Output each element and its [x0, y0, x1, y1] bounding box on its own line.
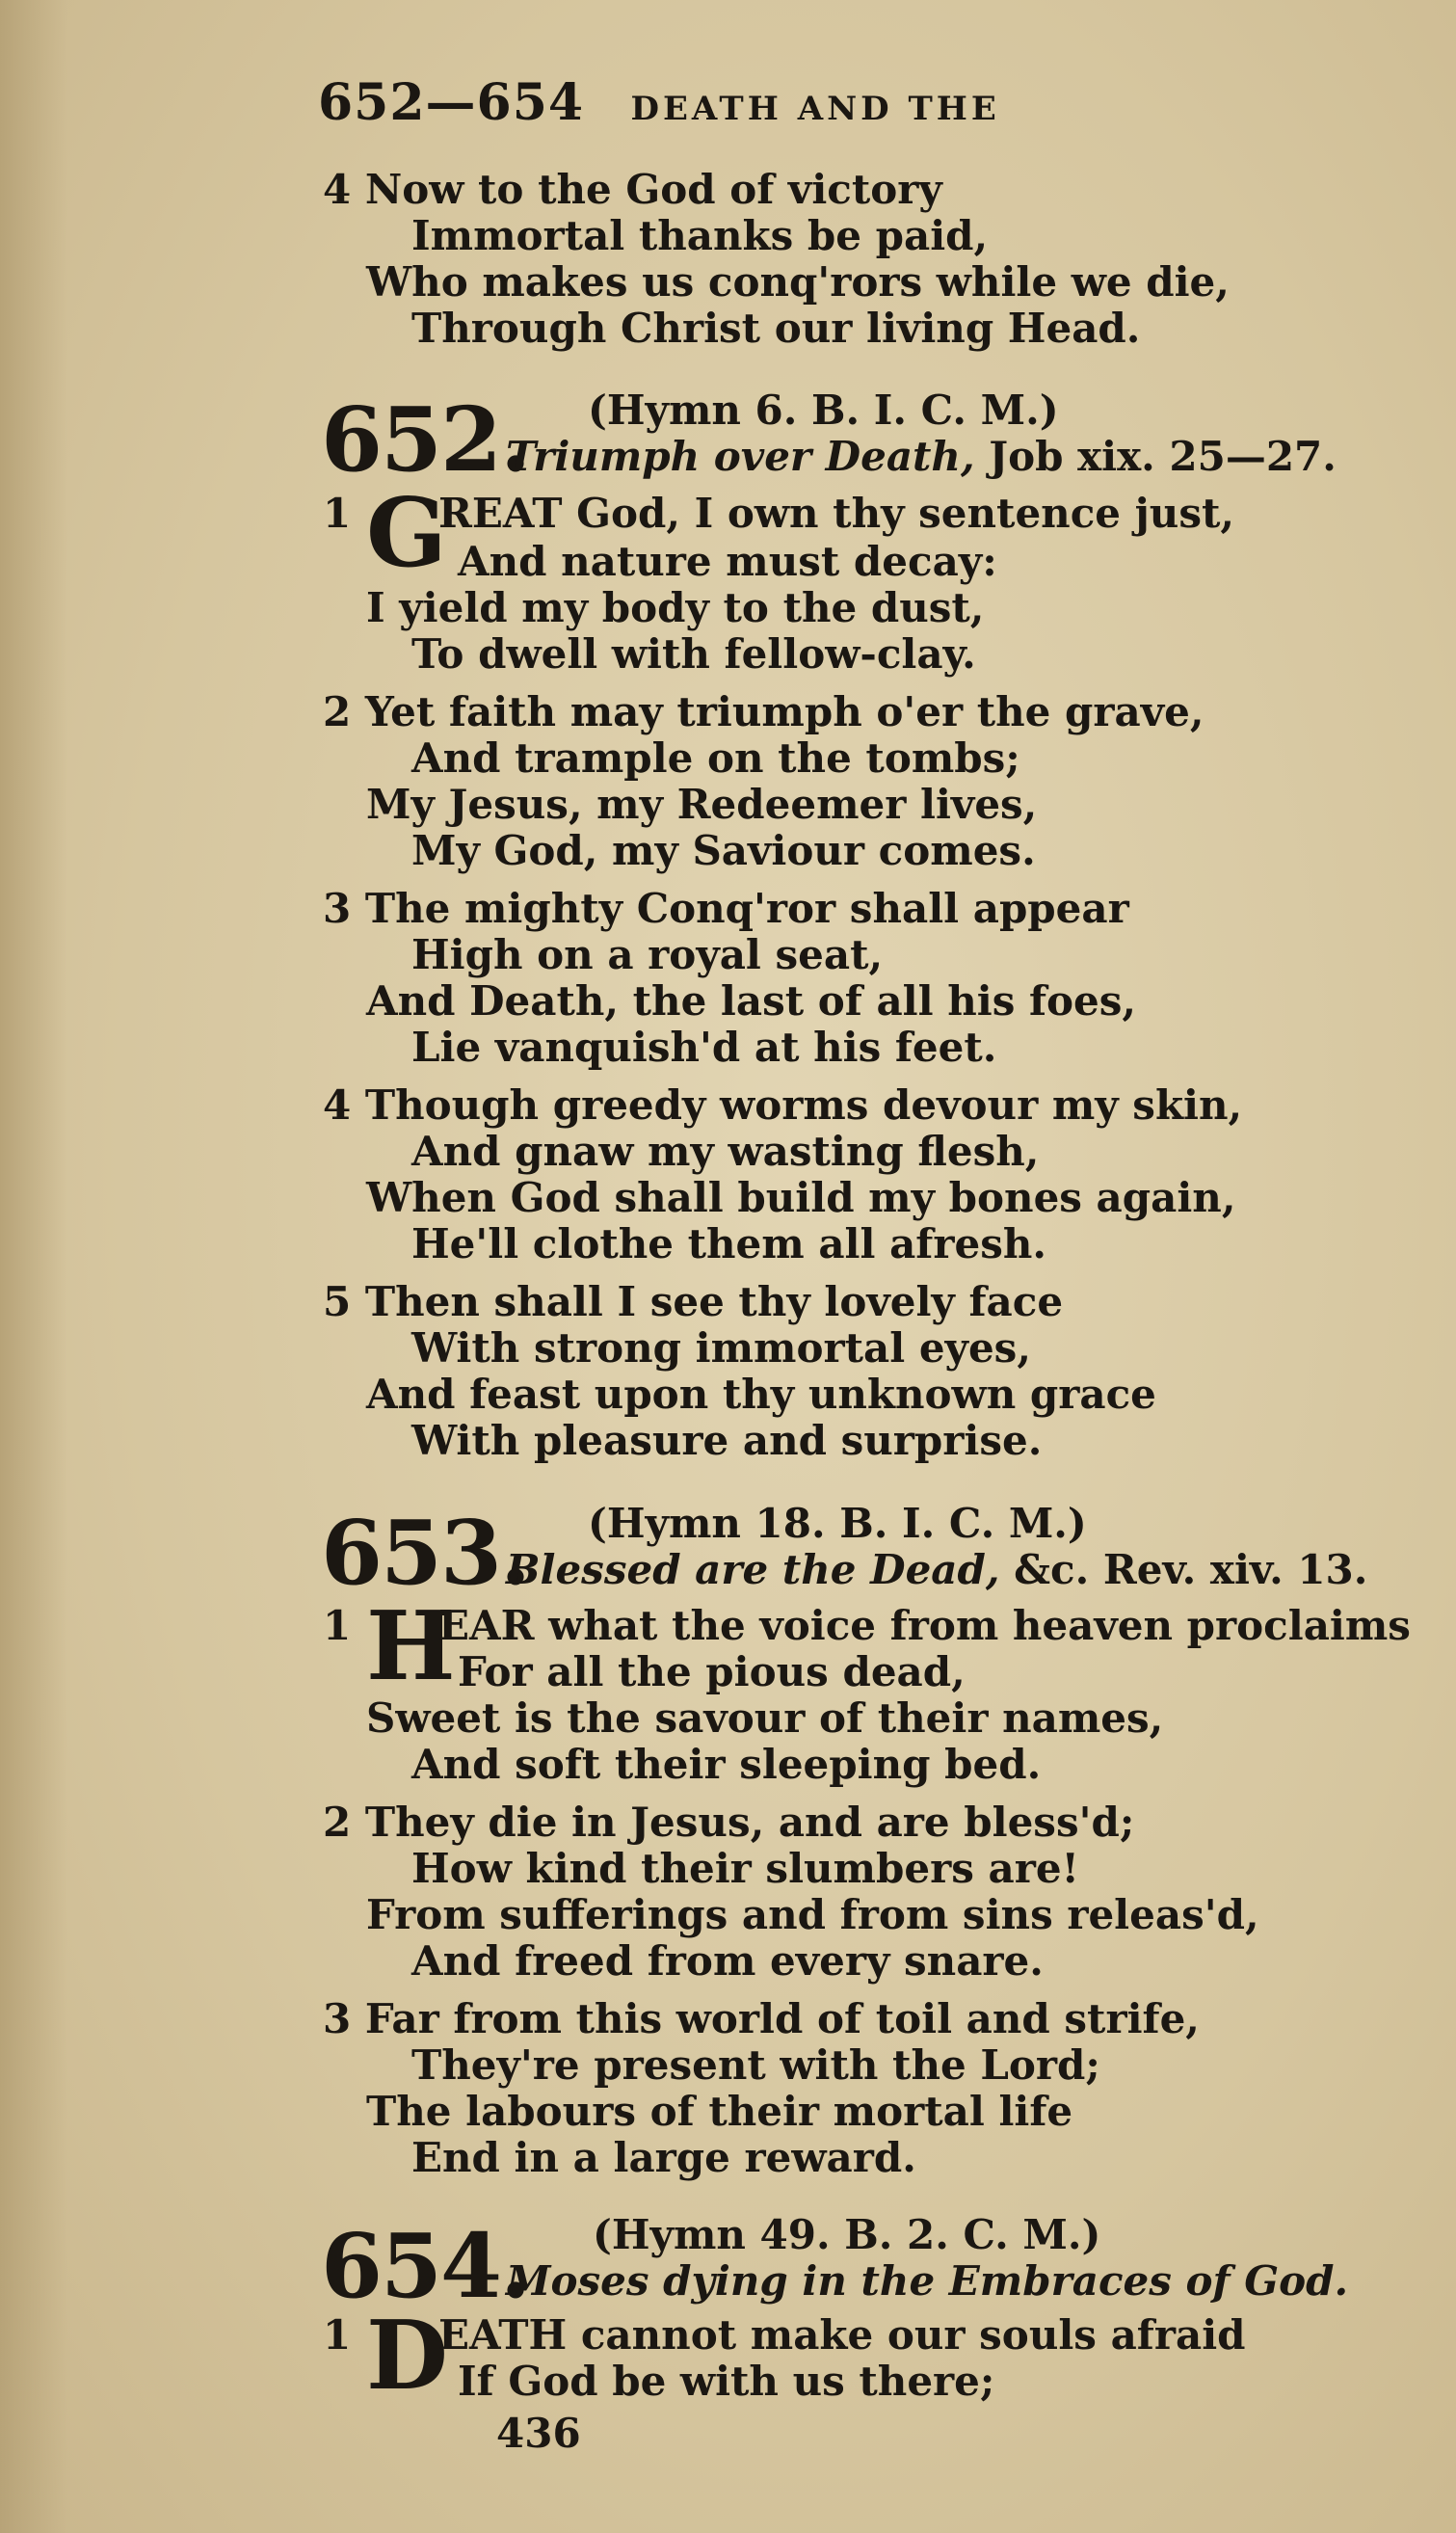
hymn-652-line: High on a royal seat,	[411, 931, 884, 978]
hymn-654-info: (Hymn 49. B. 2. C. M.)	[593, 2211, 1101, 2258]
page-number: 436	[496, 2410, 581, 2457]
hymn-653-line: End in a large reward.	[411, 2134, 916, 2181]
hymn-654-subtitle-title: Moses dying in the Embraces of God.	[506, 2257, 1349, 2305]
hymn-653-subtitle	[506, 1546, 1368, 1593]
hymn-652-line: 4 Though greedy worms devour my skin,	[323, 1081, 1243, 1129]
hymn-number-654: 654.	[321, 2214, 530, 2318]
hymn-653-line: 3 Far from this world of toil and strife,	[323, 1995, 1200, 2042]
hymn-652-line: And Death, the last of all his foes,	[366, 977, 1137, 1025]
hymn-652-line: And feast upon thy unknown grace	[366, 1371, 1156, 1418]
hymn-652-line: To dwell with fellow-clay.	[411, 630, 976, 678]
header-title: DEATH AND THE	[630, 90, 1000, 128]
hymn-654-drop-cap: D	[366, 2301, 448, 2412]
hymn-653-verse-1-number: 1	[323, 1602, 352, 1649]
hymn-652-line: 3 The mighty Conq'ror shall appear	[323, 885, 1129, 932]
top-stanza-line: Through Christ our living Head.	[411, 305, 1141, 352]
hymn-652-first-line: REAT God, I own thy sentence just,	[438, 490, 1235, 537]
hymn-652-line: And trample on the tombs;	[411, 734, 1020, 782]
hymn-652-line: 2 Yet faith may triumph o'er the grave,	[323, 688, 1205, 735]
hymn-653-info: (Hymn 18. B. I. C. M.)	[588, 1500, 1087, 1547]
hymn-652-subtitle	[506, 433, 1337, 480]
hymn-652-line: And nature must decay:	[458, 538, 997, 585]
hymn-652-line: With strong immortal eyes,	[411, 1324, 1031, 1372]
hymn-652-line: When God shall build my bones again,	[366, 1174, 1236, 1221]
hymn-653-line: Sweet is the savour of their names,	[366, 1694, 1164, 1742]
hymn-652-info: (Hymn 6. B. I. C. M.)	[588, 387, 1059, 434]
hymn-653-first-line: EAR what the voice from heaven proclaims	[438, 1602, 1411, 1649]
hymn-number-652: 652.	[321, 387, 530, 492]
hymn-653-line: For all the pious dead,	[458, 1648, 966, 1695]
hymn-652-line: My Jesus, my Redeemer lives,	[366, 781, 1038, 828]
hymn-654-verse-1-number: 1	[323, 2311, 352, 2359]
hymn-652-verse-1-number: 1	[323, 490, 352, 537]
hymn-652-subtitle-title: Triumph over Death,	[506, 433, 975, 480]
hymn-653-line: 2 They die in Jesus, and are bless'd;	[323, 1799, 1135, 1846]
hymn-652-line: And gnaw my wasting flesh,	[411, 1128, 1040, 1175]
hymn-653-line: And freed from every snare.	[411, 1937, 1044, 1985]
hymn-653-line: From sufferings and from sins releas'd,	[366, 1891, 1259, 1938]
hymn-653-line: And soft their sleeping bed.	[411, 1741, 1042, 1788]
hymn-654-subtitle	[506, 2257, 1349, 2305]
hymn-652-subtitle-ref: Job xix. 25—27.	[974, 433, 1337, 480]
hymn-653-subtitle-title: Blessed are the Dead,	[506, 1546, 1000, 1593]
header-hymn-range: 652—654	[318, 73, 585, 132]
hymn-653-line: They're present with the Lord;	[411, 2041, 1100, 2089]
hymn-number-653: 653.	[321, 1501, 530, 1605]
hymn-652-line: I yield my body to the dust,	[366, 584, 985, 631]
hymn-653-line: How kind their slumbers are!	[411, 1845, 1079, 1892]
hymn-652-line: He'll clothe them all afresh.	[411, 1220, 1047, 1267]
hymn-653-line: The labours of their mortal life	[366, 2088, 1073, 2135]
hymn-653-drop-cap: H	[366, 1591, 456, 1702]
hymn-652-line: 5 Then shall I see thy lovely face	[323, 1278, 1064, 1325]
hymn-652-line: With pleasure and surprise.	[411, 1417, 1043, 1464]
hymn-653-subtitle-ref: &c. Rev. xiv. 13.	[999, 1546, 1368, 1593]
running-header	[318, 73, 1000, 132]
hymn-652-line: My God, my Saviour comes.	[411, 827, 1036, 874]
top-stanza-line: 4 Now to the God of victory	[323, 166, 942, 213]
hymn-652-drop-cap: G	[366, 478, 447, 589]
hymn-654-first-line: EATH cannot make our souls afraid	[438, 2311, 1246, 2359]
top-stanza-line: Who makes us conq'rors while we die,	[366, 258, 1230, 306]
top-stanza-line: Immortal thanks be paid,	[411, 212, 989, 259]
hymn-654-line: If God be with us there;	[458, 2358, 995, 2405]
page-margin-shadow	[0, 0, 67, 2533]
hymn-652-line: Lie vanquish'd at his feet.	[411, 1024, 997, 1071]
